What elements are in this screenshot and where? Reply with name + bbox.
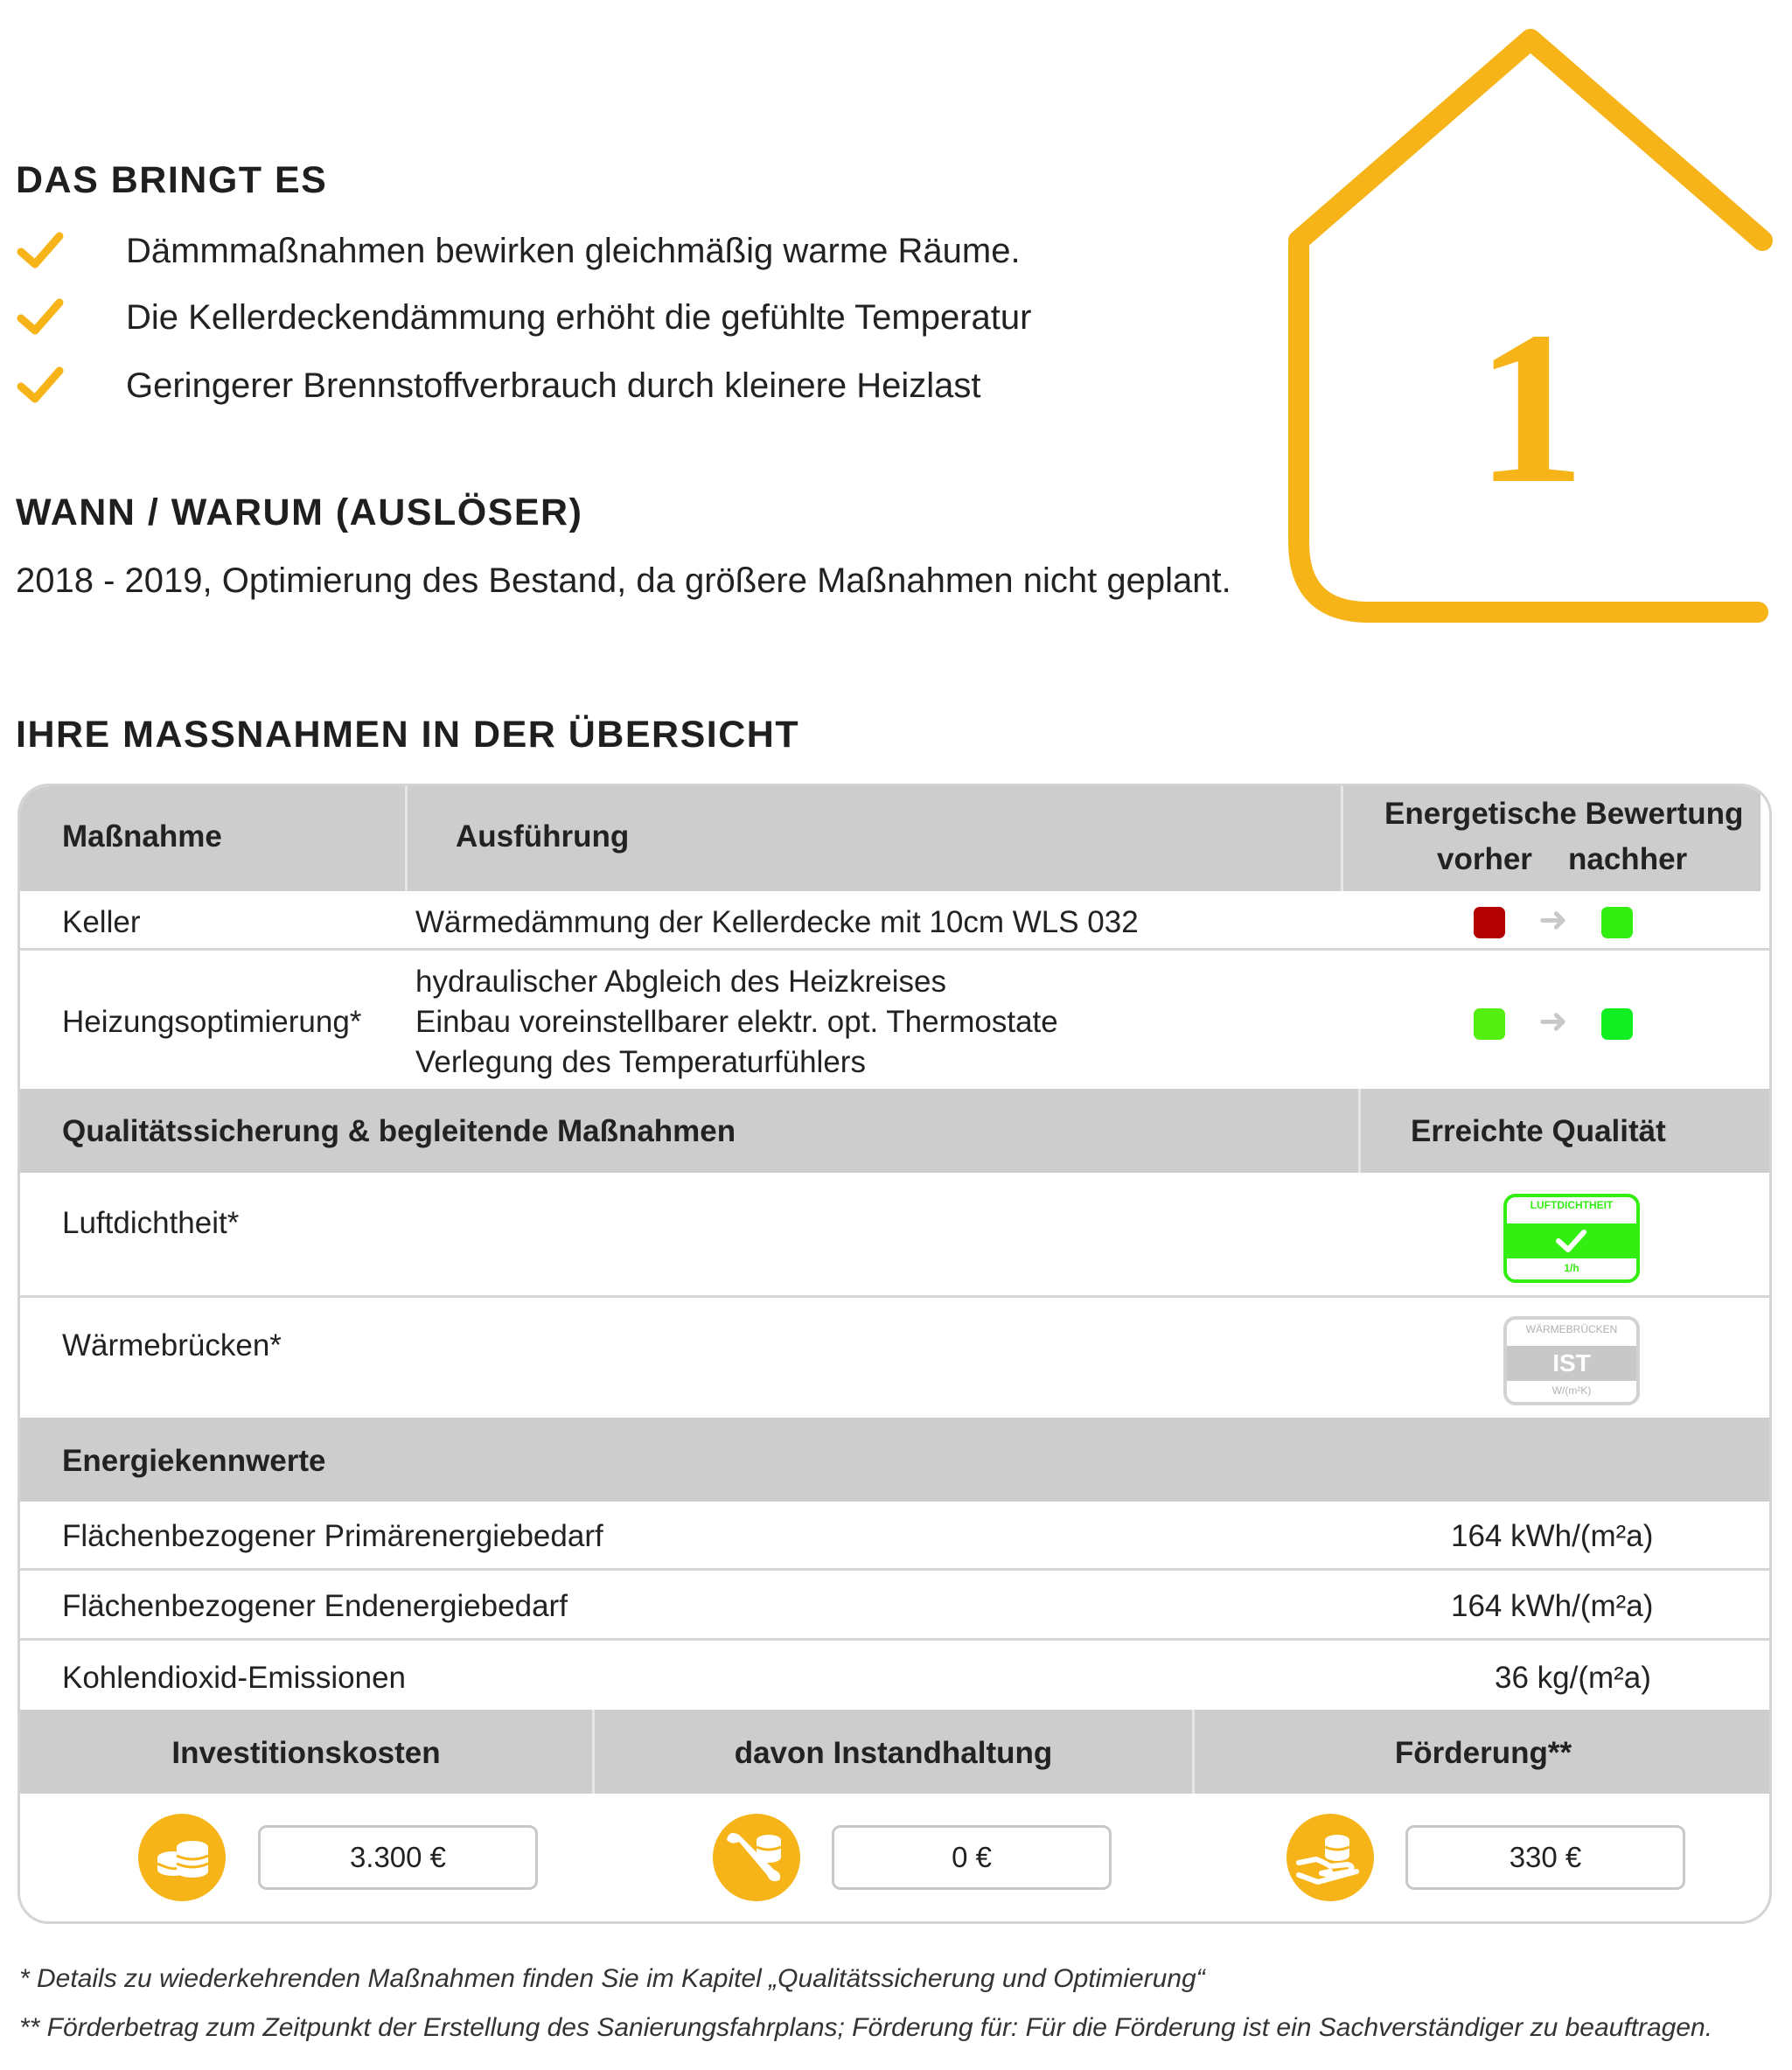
arrow-right-icon: ➜	[1538, 901, 1568, 939]
energy-value: 164 kWh/(m²a)	[1451, 1519, 1654, 1553]
benefit-item	[16, 355, 981, 416]
after-rating-indicator	[1601, 907, 1633, 938]
benefit-item	[16, 220, 1021, 282]
row-execution: hydraulischer Abgleich des Heizkreises	[415, 965, 946, 999]
header-execution: Ausführung	[456, 819, 630, 854]
wrench-coins-icon	[713, 1814, 800, 1901]
house-number: 1	[1475, 287, 1586, 529]
benefits-title: DAS BRINGT ES	[16, 159, 328, 201]
badge-main: IST	[1507, 1346, 1636, 1381]
before-rating-indicator	[1474, 907, 1505, 938]
energy-label: Flächenbezogener Primärenergiebedarf	[62, 1519, 603, 1553]
energy-value: 36 kg/(m²a)	[1495, 1661, 1651, 1695]
header-before: vorher	[1437, 842, 1532, 876]
overview-table	[17, 784, 1772, 1924]
maintenance-value: 0 €	[832, 1825, 1112, 1890]
quality-item-label: Luftdichtheit*	[62, 1206, 240, 1240]
benefit-text: Geringerer Brennstoffverbrauch durch kleinere Heizlast	[126, 366, 981, 405]
footnote: * Details zu wiederkehrenden Maßnahmen finden Sie im Kapitel „Qualitätssicherung und Optimierung“	[19, 1964, 1205, 1993]
check-icon	[1503, 1223, 1640, 1258]
benefit-item	[16, 287, 1031, 348]
benefit-text: Die Kellerdeckendämmung erhöht die gefühlte Temperatur	[126, 297, 1032, 337]
check-icon	[16, 229, 65, 273]
benefit-text: Dämmmaßnahmen bewirken gleichmäßig warme Räume.	[126, 231, 1021, 270]
trigger-title: WANN / WARUM (AUSLÖSER)	[16, 491, 583, 533]
energy-title: Energiekennwerte	[62, 1444, 326, 1478]
check-icon	[16, 296, 65, 339]
row-execution: Einbau voreinstellbarer elektr. opt. Thermostate	[415, 1005, 1058, 1039]
badge-unit: 1/h	[1564, 1262, 1579, 1274]
header-after: nachher	[1568, 842, 1688, 876]
energy-label: Flächenbezogener Endenergiebedarf	[62, 1589, 568, 1623]
before-rating-indicator	[1474, 1008, 1505, 1040]
row-measure: Heizungsoptimierung*	[62, 1005, 362, 1039]
investment-value: 3.300 €	[258, 1825, 538, 1890]
footnote: ** Förderbetrag zum Zeitpunkt der Erstellung des Sanierungsfahrplans; Förderung für: Für die Förderung ist ein Sachverständiger zu beauftragen.	[19, 2013, 1713, 2042]
funding-label: Förderung**	[1394, 1736, 1572, 1770]
quality-title: Qualitätssicherung & begleitende Maßnahmen	[62, 1114, 736, 1148]
badge-title: WÄRMEBRÜCKEN	[1525, 1323, 1618, 1335]
row-execution: Verlegung des Temperaturfühlers	[415, 1045, 866, 1079]
investment-label: Investitionskosten	[171, 1736, 441, 1770]
quality-achieved: Erreichte Qualität	[1411, 1114, 1666, 1148]
row-execution: Wärmedämmung der Kellerdecke mit 10cm WLS 032	[415, 905, 1139, 939]
header-rating: Energetische Bewertung	[1384, 797, 1744, 831]
house-icon	[1277, 26, 1784, 638]
check-icon	[16, 364, 65, 408]
hand-coins-icon	[1286, 1814, 1374, 1901]
quality-item-label: Wärmebrücken*	[62, 1328, 282, 1363]
energy-label: Kohlendioxid-Emissionen	[62, 1661, 406, 1695]
airtightness-badge	[1503, 1194, 1640, 1283]
maintenance-label: davon Instandhaltung	[734, 1736, 1053, 1770]
overview-title: IHRE MASSNAHMEN IN DER ÜBERSICHT	[16, 714, 800, 756]
row-measure: Keller	[62, 905, 141, 939]
arrow-right-icon: ➜	[1538, 1002, 1568, 1041]
energy-value: 164 kWh/(m²a)	[1451, 1589, 1654, 1623]
after-rating-indicator	[1601, 1008, 1633, 1040]
badge-unit: W/(m²K)	[1551, 1384, 1592, 1397]
coins-icon	[138, 1814, 226, 1901]
header-measure: Maßnahme	[62, 819, 222, 854]
funding-value: 330 €	[1405, 1825, 1685, 1890]
badge-title: LUFTDICHTHEIT	[1530, 1199, 1614, 1211]
trigger-text: 2018 - 2019, Optimierung des Bestand, da größere Maßnahmen nicht geplant.	[16, 561, 1231, 600]
thermal-bridge-badge	[1503, 1316, 1640, 1405]
